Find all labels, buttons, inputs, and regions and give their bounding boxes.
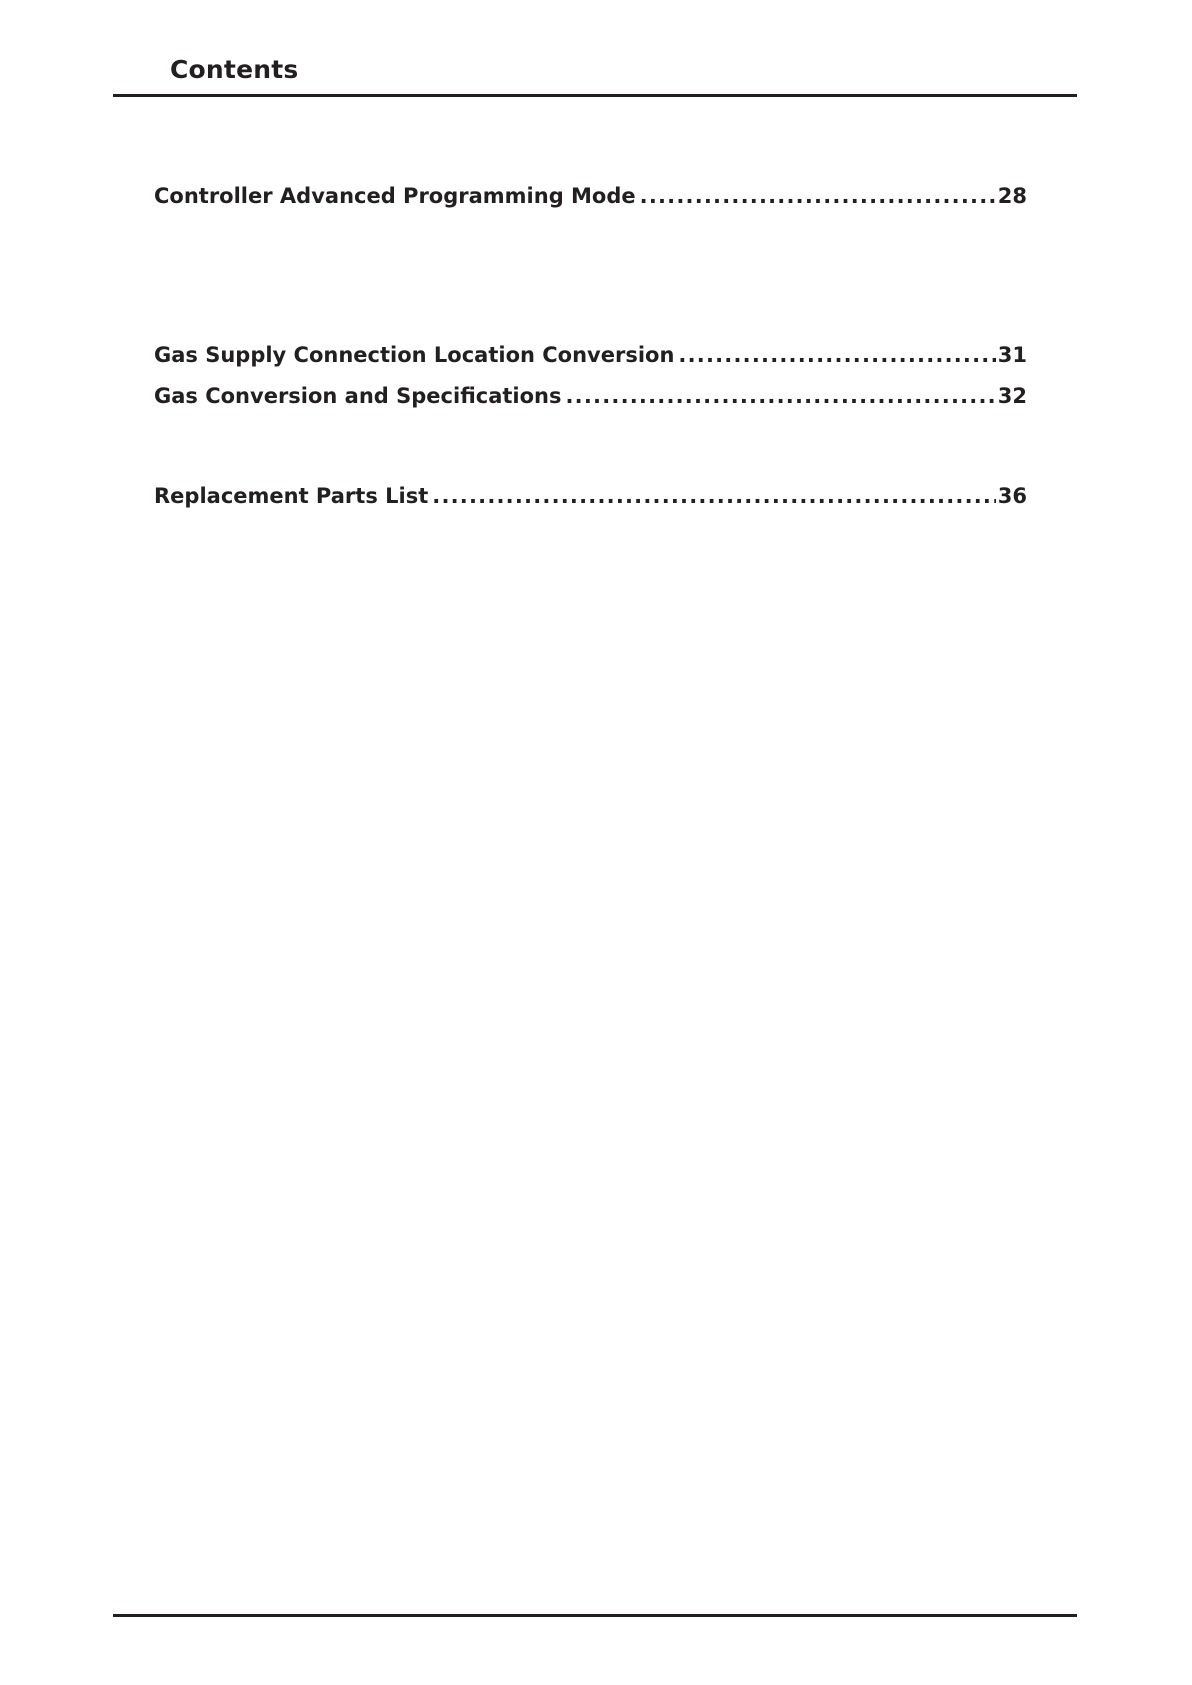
toc-entry-replacement-parts-list[interactable]: [154, 483, 1027, 509]
toc-entry-controller-advanced-programming-mode[interactable]: [154, 183, 1027, 209]
toc-entry-page: 28: [997, 184, 1027, 208]
footer-divider: [113, 1614, 1077, 1617]
toc-entry-page: 36: [997, 484, 1027, 508]
toc-entry-title: Gas Conversion and Specifications: [154, 384, 562, 408]
toc-dot-leader: [640, 183, 996, 209]
toc-entry-title: Controller Advanced Programming Mode: [154, 184, 636, 208]
toc-dot-leader: [432, 483, 996, 509]
toc-dot-leader: [678, 342, 995, 368]
toc-entry-page: 32: [997, 384, 1027, 408]
page-title: Contents: [170, 55, 299, 84]
toc-entry-title: Gas Supply Connection Location Conversion: [154, 343, 675, 367]
toc-entry-page: 31: [997, 343, 1027, 367]
toc-entry-title: Replacement Parts List: [154, 484, 429, 508]
header-divider: [113, 94, 1077, 97]
toc-dot-leader: [566, 383, 996, 409]
toc-entry-gas-supply-connection-location-conversion[interactable]: [154, 342, 1027, 368]
toc-entry-gas-conversion-and-specifications[interactable]: [154, 383, 1027, 409]
